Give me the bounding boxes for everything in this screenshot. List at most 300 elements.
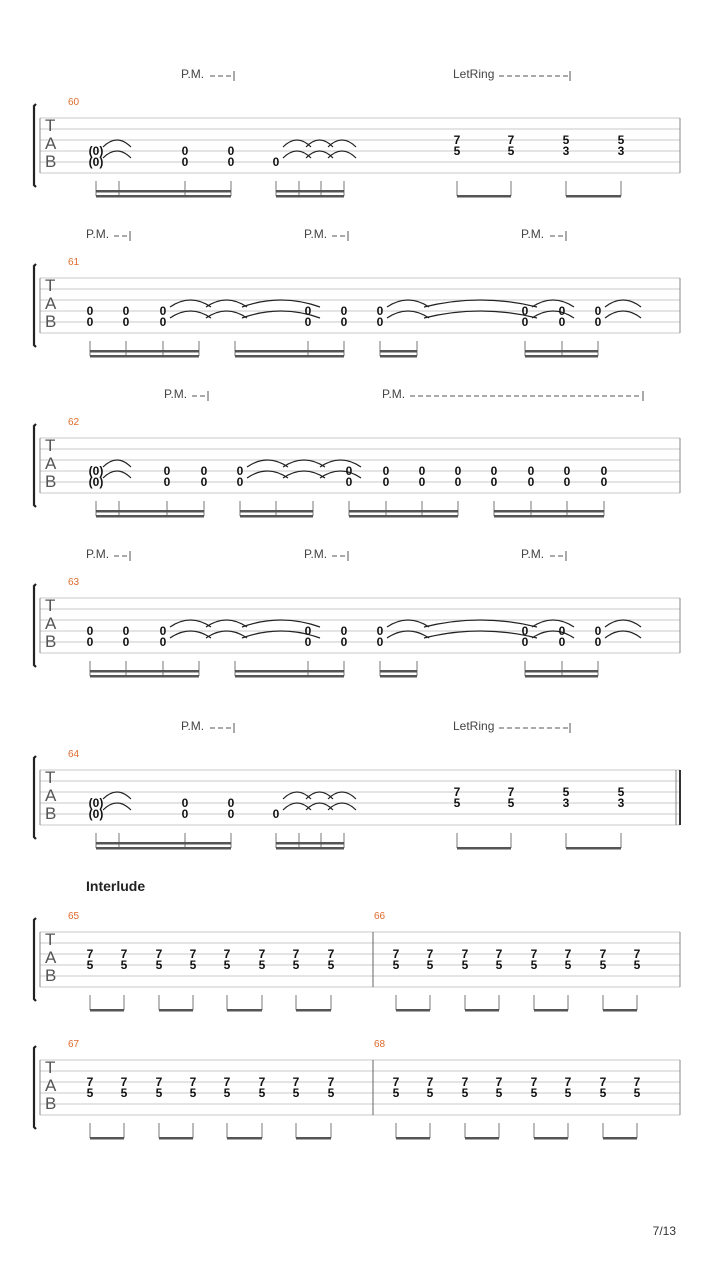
tie-arc [320,471,361,478]
fret-number: 3 [562,144,570,158]
tab-clef [45,436,57,491]
tab-clef-letter: A [45,454,57,473]
tie-arc [283,460,325,467]
fret-number: 0 [272,807,280,821]
palm-mute-label: P.M. [181,719,205,733]
fret-number: 5 [426,958,434,972]
fret-number: 5 [292,958,300,972]
fret-number: 5 [461,1086,469,1100]
fret-number: 0 [563,475,571,489]
measure-number: 62 [68,417,80,428]
fret-number: 7 [564,1075,572,1089]
fret-number: 0 [521,624,529,638]
fret-number: 7 [223,1075,231,1089]
fret-number: 0 [159,315,167,329]
tab-clef-letter: T [45,436,56,455]
beam [235,675,344,678]
fret-number: 5 [564,1086,572,1100]
beam [296,1009,331,1012]
fret-number: 7 [120,947,128,961]
fret-number: (0) [88,475,104,489]
tab-clef-letter: A [45,1076,57,1095]
fret-number: 7 [495,947,503,961]
tab-clef-letter: T [45,768,56,787]
fret-number: 0 [521,635,529,649]
beam [227,1137,262,1140]
fret-number: 0 [122,304,130,318]
fret-number: 5 [562,785,570,799]
tab-clef [45,116,57,171]
fret-number: 0 [227,144,235,158]
beam-secondary [525,350,598,353]
beam [90,1137,124,1140]
fret-number: 5 [258,1086,266,1100]
fret-number: 0 [122,624,130,638]
palm-mute-label: P.M. [181,67,205,81]
section-title: Interlude [86,878,146,894]
fret-number: 5 [426,1086,434,1100]
beam [603,1009,637,1012]
beam [296,1137,331,1140]
fret-number: 5 [258,958,266,972]
fret-number: 0 [159,635,167,649]
fret-number: 0 [159,304,167,318]
palm-mute-label: P.M. [164,387,188,401]
tab-system [34,1039,680,1140]
fret-number: 5 [155,958,163,972]
fret-number: 7 [86,1075,94,1089]
fret-number: 7 [453,133,461,147]
tie-arc [247,460,288,467]
tab-clef-letter: A [45,948,57,967]
fret-number: 5 [633,958,641,972]
fret-number: 0 [345,475,353,489]
fret-number: 0 [122,635,130,649]
beam-secondary [525,670,598,673]
measure-number: 63 [68,577,80,588]
fret-number: 7 [189,947,197,961]
tie-arc [103,140,131,147]
fret-number: (0) [88,155,104,169]
fret-number: 0 [376,635,384,649]
tie-arc [247,471,288,478]
fret-number: 3 [562,796,570,810]
palm-mute-label: P.M. [304,227,328,241]
fret-number: 7 [392,1075,400,1089]
tie-arc [170,311,211,318]
fret-number: 0 [86,304,94,318]
tie-arc [206,311,247,318]
fret-number: 5 [327,1086,335,1100]
beam [96,195,231,198]
fret-number: 0 [521,315,529,329]
fret-number: 0 [594,304,602,318]
tie-arc [206,620,247,627]
tie-arc [387,620,429,627]
tab-clef-letter: B [45,804,57,823]
beam [90,675,199,678]
fret-number: 0 [558,315,566,329]
fret-number: 5 [564,958,572,972]
tab-clef [45,1058,57,1113]
beam [380,355,417,358]
fret-number: 0 [376,304,384,318]
beam-secondary [494,510,604,513]
tab-clef-letter: T [45,276,56,295]
tab-system [34,547,680,678]
fret-number: 5 [120,958,128,972]
fret-number: 0 [418,464,426,478]
fret-number: 0 [304,315,312,329]
fret-number: 0 [454,475,462,489]
palm-mute-label: P.M. [304,547,328,561]
fret-number: 0 [304,304,312,318]
fret-number: 0 [86,624,94,638]
fret-number: 0 [227,796,235,810]
fret-number: 5 [617,785,625,799]
tab-clef-letter: B [45,152,57,171]
fret-number: 7 [292,1075,300,1089]
beam-secondary [96,190,231,193]
beam [380,675,417,678]
tab-clef-letter: A [45,134,57,153]
fret-number: 0 [527,475,535,489]
fret-number: 0 [181,796,189,810]
beam-secondary [380,350,417,353]
measure-number: 65 [68,911,80,922]
fret-number: 5 [461,958,469,972]
tie-arc [424,631,537,638]
measure-number: 60 [68,97,80,108]
tie-arc [170,300,211,307]
beam-secondary [235,670,344,673]
fret-number: 3 [617,796,625,810]
fret-number: 5 [507,144,515,158]
fret-number: 5 [507,796,515,810]
fret-number: 7 [426,947,434,961]
system-bracket [34,424,36,507]
system-bracket [34,918,36,1001]
fret-number: 5 [292,1086,300,1100]
tab-system [34,911,680,1012]
fret-number: 7 [633,947,641,961]
tie-arc [605,620,641,627]
fret-number: 7 [155,947,163,961]
fret-number: 7 [530,1075,538,1089]
tab-clef-letter: A [45,614,57,633]
fret-number: 0 [558,635,566,649]
fret-number: 0 [418,475,426,489]
fret-number: 0 [382,464,390,478]
beam-secondary [349,510,458,513]
fret-number: 0 [227,155,235,169]
tie-arc [532,631,574,638]
tab-clef-letter: T [45,116,56,135]
measure-number: 66 [374,911,386,922]
palm-mute-label: P.M. [86,547,110,561]
beam-secondary [240,510,313,513]
fret-number: 0 [181,155,189,169]
beam-secondary [380,670,417,673]
beam [96,847,231,850]
fret-number: 0 [236,475,244,489]
fret-number: 0 [340,315,348,329]
fret-number: 0 [563,464,571,478]
tie-arc [424,620,537,627]
fret-number: 0 [304,635,312,649]
tab-clef-letter: B [45,1094,57,1113]
fret-number: 5 [453,144,461,158]
palm-mute-label: P.M. [521,227,545,241]
fret-number: 0 [181,144,189,158]
beam [566,195,621,198]
fret-number: 0 [490,475,498,489]
palm-mute-label: P.M. [382,387,406,401]
fret-number: 7 [86,947,94,961]
beam [159,1137,193,1140]
tab-clef-letter: A [45,294,57,313]
fret-number: 7 [426,1075,434,1089]
beam [465,1009,499,1012]
fret-number: 0 [272,155,280,169]
beam-secondary [276,842,344,845]
fret-number: 5 [495,1086,503,1100]
system-bracket [34,264,36,347]
fret-number: 0 [340,624,348,638]
tie-arc [103,151,131,158]
beam [227,1009,262,1012]
fret-number: 7 [258,1075,266,1089]
fret-number: 0 [594,624,602,638]
fret-number: 0 [340,304,348,318]
fret-number: 0 [181,807,189,821]
system-bracket [34,104,36,187]
beam [235,355,344,358]
beam [396,1009,430,1012]
beam [465,1137,499,1140]
beam [457,847,511,850]
tab-clef-letter: T [45,1058,56,1077]
fret-number: 0 [600,475,608,489]
fret-number: 3 [617,144,625,158]
fret-number: 5 [453,796,461,810]
tab-clef [45,768,57,823]
fret-number: 7 [258,947,266,961]
fret-number: 0 [86,635,94,649]
fret-number: 7 [461,1075,469,1089]
fret-number: (0) [88,464,104,478]
fret-number: 7 [453,785,461,799]
fret-number: 0 [558,624,566,638]
fret-number: 7 [507,785,515,799]
fret-number: 0 [527,464,535,478]
let-ring-label: LetRing [453,719,495,733]
fret-number: 5 [189,1086,197,1100]
tie-arc [103,471,131,478]
tab-clef-letter: T [45,930,56,949]
fret-number: 0 [382,475,390,489]
tab-clef [45,276,57,331]
tab-clef-letter: B [45,632,57,651]
fret-number: 5 [223,958,231,972]
beam [90,355,199,358]
beam [525,355,598,358]
fret-number: 0 [163,464,171,478]
fret-number: 5 [327,958,335,972]
fret-number: 7 [327,947,335,961]
fret-number: 5 [86,1086,94,1100]
tab-system [34,67,680,198]
fret-number: 5 [392,1086,400,1100]
palm-mute-label: P.M. [86,227,110,241]
fret-number: 7 [564,947,572,961]
tie-arc [605,300,641,307]
beam-secondary [90,670,199,673]
fret-number: 0 [376,315,384,329]
fret-number: (0) [88,796,104,810]
fret-number: (0) [88,807,104,821]
fret-number: 0 [594,315,602,329]
fret-number: 5 [530,958,538,972]
tab-system [34,387,680,518]
fret-number: 5 [562,133,570,147]
fret-number: 7 [223,947,231,961]
fret-number: 0 [558,304,566,318]
fret-number: 5 [189,958,197,972]
fret-number: 0 [376,624,384,638]
fret-number: 5 [599,1086,607,1100]
beam [525,675,598,678]
fret-number: 5 [530,1086,538,1100]
beam [96,515,204,518]
tie-arc [283,471,325,478]
measure-number: 61 [68,257,80,268]
fret-number: (0) [88,144,104,158]
fret-number: 5 [617,133,625,147]
tie-arc [387,300,429,307]
measure-number: 64 [68,749,80,760]
measure-number: 68 [374,1039,386,1050]
beam [603,1137,637,1140]
page-number: 7/13 [652,1224,676,1238]
tab-clef-letter: A [45,786,57,805]
tie-arc [206,631,247,638]
system-bracket [34,584,36,667]
tie-arc [424,311,537,318]
tab-clef [45,930,57,985]
tie-arc [387,631,429,638]
fret-number: 0 [163,475,171,489]
fret-number: 7 [189,1075,197,1089]
palm-mute-label: P.M. [521,547,545,561]
tab-clef-letter: T [45,596,56,615]
beam [276,195,344,198]
fret-number: 5 [633,1086,641,1100]
fret-number: 5 [392,958,400,972]
beam [90,1009,124,1012]
beam [457,195,511,198]
fret-number: 7 [120,1075,128,1089]
tie-arc [605,631,641,638]
tie-arc [206,300,247,307]
fret-number: 0 [159,624,167,638]
fret-number: 7 [507,133,515,147]
tab-clef-letter: B [45,472,57,491]
beam-secondary [96,510,204,513]
beam [240,515,313,518]
beam-secondary [90,350,199,353]
fret-number: 0 [227,807,235,821]
beam [396,1137,430,1140]
fret-number: 5 [86,958,94,972]
tie-arc [103,803,131,810]
tab-clef-letter: B [45,312,57,331]
fret-number: 0 [236,464,244,478]
fret-number: 7 [461,947,469,961]
beam [566,847,621,850]
tie-arc [532,620,574,627]
tie-arc [532,300,574,307]
beam [159,1009,193,1012]
tab-clef-letter: B [45,966,57,985]
system-bracket [34,1046,36,1129]
beam [349,515,458,518]
beam [494,515,604,518]
fret-number: 7 [599,947,607,961]
fret-number: 5 [223,1086,231,1100]
fret-number: 0 [600,464,608,478]
fret-number: 7 [392,947,400,961]
fret-number: 7 [633,1075,641,1089]
beam-secondary [96,842,231,845]
tie-arc [103,792,131,799]
tab-system [34,227,680,358]
fret-number: 0 [490,464,498,478]
fret-number: 7 [292,947,300,961]
beam-secondary [235,350,344,353]
beam [534,1137,568,1140]
fret-number: 0 [345,464,353,478]
fret-number: 0 [340,635,348,649]
tie-arc [103,460,131,467]
fret-number: 5 [155,1086,163,1100]
fret-number: 5 [495,958,503,972]
tie-arc [170,631,211,638]
tie-arc [170,620,211,627]
fret-number: 0 [122,315,130,329]
fret-number: 0 [594,635,602,649]
fret-number: 7 [599,1075,607,1089]
tie-arc [532,311,574,318]
tie-arc [387,311,429,318]
tab-clef [45,596,57,651]
fret-number: 0 [521,304,529,318]
fret-number: 5 [599,958,607,972]
fret-number: 0 [304,624,312,638]
tie-arc [320,460,361,467]
let-ring-label: LetRing [453,67,495,81]
fret-number: 0 [200,464,208,478]
beam [276,847,344,850]
tie-arc [605,311,641,318]
measure-number: 67 [68,1039,80,1050]
fret-number: 7 [495,1075,503,1089]
fret-number: 7 [155,1075,163,1089]
system-bracket [34,756,36,839]
tab-system [34,719,680,850]
beam [534,1009,568,1012]
fret-number: 5 [120,1086,128,1100]
